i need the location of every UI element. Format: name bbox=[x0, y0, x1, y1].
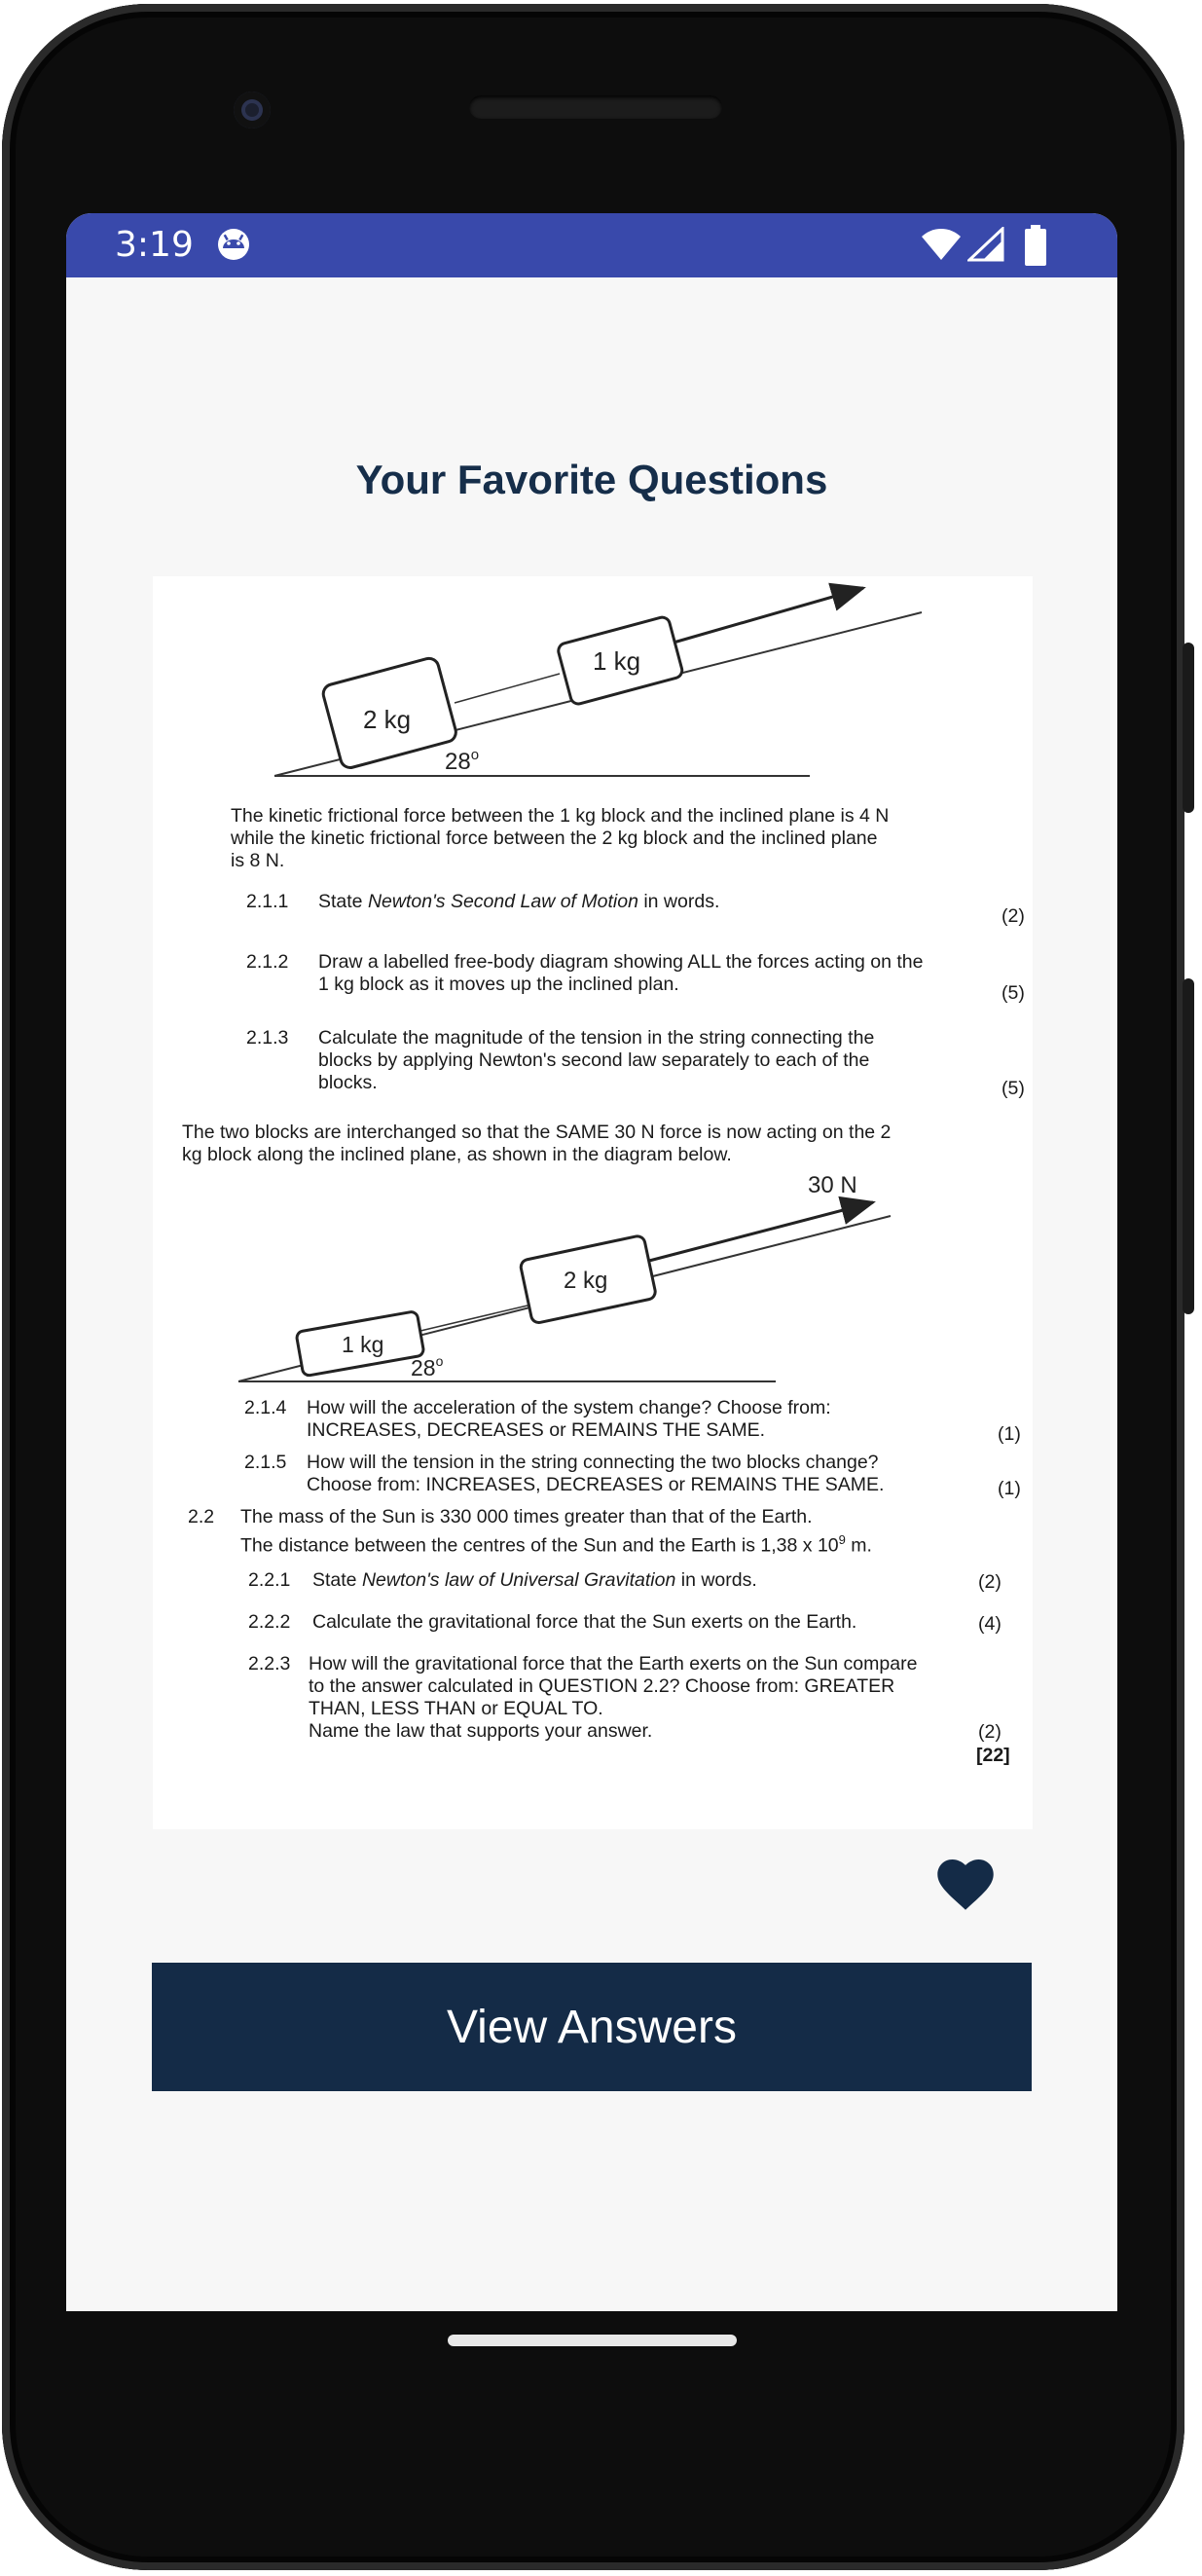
string-line bbox=[455, 674, 560, 703]
heart-icon[interactable] bbox=[936, 1858, 995, 1911]
q-2-2-1-number: 2.2.1 bbox=[248, 1569, 291, 1591]
interchange-line-2: kg block along the inclined plane, as shown in the diagram below. bbox=[182, 1144, 732, 1165]
q-2-1-2-mark: (5) bbox=[1002, 982, 1025, 1004]
block-1kg-b-label: 1 kg bbox=[342, 1332, 384, 1357]
q-2-2-2-text: Calculate the gravitational force that the Sun exerts on the Earth. bbox=[312, 1611, 857, 1633]
front-camera bbox=[234, 92, 271, 129]
q-2-1-4-mark: (1) bbox=[998, 1423, 1021, 1445]
block-1kg-label: 1 kg bbox=[593, 646, 641, 676]
q-2-2-number: 2.2 bbox=[188, 1506, 215, 1527]
q-2-1-2-number: 2.1.2 bbox=[246, 951, 289, 973]
q-2-2-3-line-2: to the answer calculated in QUESTION 2.2? Choose from: GREATER bbox=[309, 1675, 895, 1697]
q-2-1-5-line-1: How will the tension in the string connecting the two blocks change? bbox=[307, 1452, 879, 1473]
q-2-2-3-line-3: THAN, LESS THAN or EQUAL TO. bbox=[309, 1698, 603, 1719]
q-2-1-2-line-2: 1 kg block as it moves up the inclined plan. bbox=[318, 974, 679, 995]
earpiece-speaker bbox=[469, 95, 722, 119]
q-2-1-4-line-1: How will the acceleration of the system change? Choose from: bbox=[307, 1397, 831, 1418]
angle-label-2: 28$^o$ bbox=[411, 1353, 444, 1380]
q-2-1-1-number: 2.1.1 bbox=[246, 891, 289, 912]
q-2-1-5-mark: (1) bbox=[998, 1478, 1021, 1499]
volume-button bbox=[1183, 978, 1194, 1314]
q-2-2-3-number: 2.2.3 bbox=[248, 1653, 291, 1674]
intro-line-1: The kinetic frictional force between the 1 kg block and the inclined plane is 4 N bbox=[231, 805, 890, 827]
q-2-1-4-number: 2.1.4 bbox=[244, 1397, 287, 1418]
q-2-1-3-mark: (5) bbox=[1002, 1078, 1025, 1099]
page-title: Your Favorite Questions bbox=[355, 457, 828, 502]
battery-icon bbox=[1025, 225, 1046, 266]
status-bar bbox=[66, 213, 1117, 277]
incline-diagram-2 bbox=[153, 1165, 1033, 1389]
view-answers-button[interactable]: View Answers bbox=[152, 1963, 1032, 2091]
q-2-2-2-number: 2.2.2 bbox=[248, 1611, 291, 1633]
q-2-1-3-line-3: blocks. bbox=[318, 1072, 378, 1093]
q-2-2-3-mark: (2) bbox=[978, 1721, 1002, 1743]
q-2-1-1-text: State Newton's Second Law of Motion in words. bbox=[318, 891, 720, 912]
power-button bbox=[1183, 643, 1194, 813]
question-image bbox=[153, 576, 1033, 1829]
interchange-line-1: The two blocks are interchanged so that the SAME 30 N force is now acting on the 2 bbox=[182, 1122, 892, 1143]
q-2-1-1-mark: (2) bbox=[1002, 905, 1025, 927]
incline-diagram-1 bbox=[153, 576, 1033, 800]
q-2-1-3-line-2: blocks by applying Newton's second law separately to each of the bbox=[318, 1049, 870, 1071]
q-2-1-4-line-2: INCREASES, DECREASES or REMAINS THE SAME. bbox=[307, 1419, 765, 1441]
block-2kg-b-label: 2 kg bbox=[564, 1268, 608, 1294]
wifi-icon bbox=[921, 227, 962, 262]
intro-line-2: while the kinetic frictional force between the 2 kg block and the inclined plane bbox=[231, 828, 878, 849]
app-screen bbox=[66, 213, 1117, 2311]
q-2-1-5-line-2: Choose from: INCREASES, DECREASES or REMAINS THE SAME. bbox=[307, 1474, 885, 1495]
q-2-2-1-text: State Newton's law of Universal Gravitation in words. bbox=[312, 1569, 757, 1591]
home-indicator[interactable] bbox=[448, 2335, 737, 2346]
q-2-1-3-line-1: Calculate the magnitude of the tension in the string connecting the bbox=[318, 1027, 875, 1049]
q-2-2-line-1: The mass of the Sun is 330 000 times greater than that of the Earth. bbox=[240, 1506, 813, 1527]
angle-label: 28$^o$ bbox=[445, 747, 480, 775]
q-2-1-3-number: 2.1.3 bbox=[246, 1027, 289, 1049]
signal-icon bbox=[967, 227, 1004, 262]
q-2-1-2-line-1: Draw a labelled free-body diagram showing ALL the forces acting on the bbox=[318, 951, 924, 973]
q-2-2-3-line-4: Name the law that supports your answer. bbox=[309, 1720, 653, 1742]
q-2-2-2-mark: (4) bbox=[978, 1613, 1002, 1635]
question-total: [22] bbox=[976, 1745, 1010, 1766]
string-line-2 bbox=[420, 1306, 528, 1331]
intro-line-3: is 8 N. bbox=[231, 850, 285, 871]
force-arrow-2 bbox=[649, 1202, 873, 1261]
android-icon bbox=[216, 227, 251, 262]
q-2-2-line-2: The distance between the centres of the Sun and the Earth is 1,38 x $10^9$ m. bbox=[240, 1532, 872, 1557]
q-2-2-3-line-1: How will the gravitational force that the Earth exerts on the Sun compare bbox=[309, 1653, 918, 1674]
q-2-2-1-mark: (2) bbox=[978, 1571, 1002, 1593]
status-time: 3:19 bbox=[115, 225, 194, 265]
q-2-1-5-number: 2.1.5 bbox=[244, 1452, 287, 1473]
force-label: 30 N bbox=[808, 1172, 857, 1198]
block-2kg-label: 2 kg bbox=[363, 705, 412, 734]
